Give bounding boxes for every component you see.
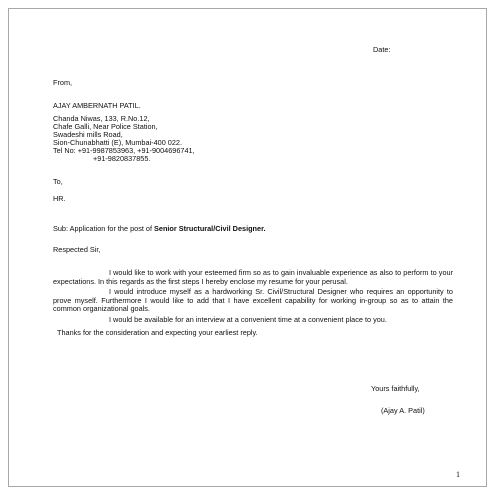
body-paragraph: I would like to work with your esteemed firm so as to gain invaluable experience as also to perform to your expectations. In this regards as the first steps I hereby enclose my resume for your perusal. bbox=[53, 268, 453, 286]
subject-line bbox=[53, 224, 266, 233]
address-line: Chafe Galli, Near Police Station, bbox=[53, 122, 158, 131]
sender-address bbox=[53, 115, 195, 163]
address-line: Chanda Niwas, 133, R.No.12, bbox=[53, 114, 150, 123]
to-label: To, bbox=[53, 177, 63, 186]
subject-post: Senior Structural/Civil Designer. bbox=[154, 224, 266, 233]
signature-name: (Ajay A. Patil) bbox=[381, 406, 425, 415]
letter-body bbox=[53, 269, 453, 339]
letter-page bbox=[8, 8, 487, 487]
closing: Yours faithfully, bbox=[371, 384, 420, 393]
recipient-block bbox=[53, 177, 66, 203]
subject-prefix: Sub: Application for the post of bbox=[53, 224, 155, 233]
date-label: Date: bbox=[373, 45, 391, 54]
page-number: 1 bbox=[456, 470, 460, 479]
address-line: Tel No: +91-9987853963, +91-9004696741, bbox=[53, 146, 195, 155]
recipient-name: HR. bbox=[53, 194, 66, 203]
address-line: +91-9820837855. bbox=[93, 154, 151, 163]
sender-name: AJAY AMBERNATH PATIL. bbox=[53, 101, 141, 110]
salutation: Respected Sir, bbox=[53, 245, 101, 254]
address-line: Swadeshi mills Road, bbox=[53, 130, 123, 139]
body-paragraph: Thanks for the consideration and expecting your earliest reply. bbox=[57, 327, 258, 337]
address-line: Sion-Chunabhatti (E), Mumbai-400 022. bbox=[53, 138, 182, 147]
from-label: From, bbox=[53, 78, 73, 87]
body-paragraph: I would introduce myself as a hardworking Sr. Civil/Structural Designer who requires an opportunity to prove myself. Furthermore I would like to add that I have excellent capability for working in-group so as to attain the common organizational goals. bbox=[53, 287, 453, 314]
body-paragraph: I would be available for an interview at a convenient time at a convenient place to you. bbox=[109, 314, 387, 324]
